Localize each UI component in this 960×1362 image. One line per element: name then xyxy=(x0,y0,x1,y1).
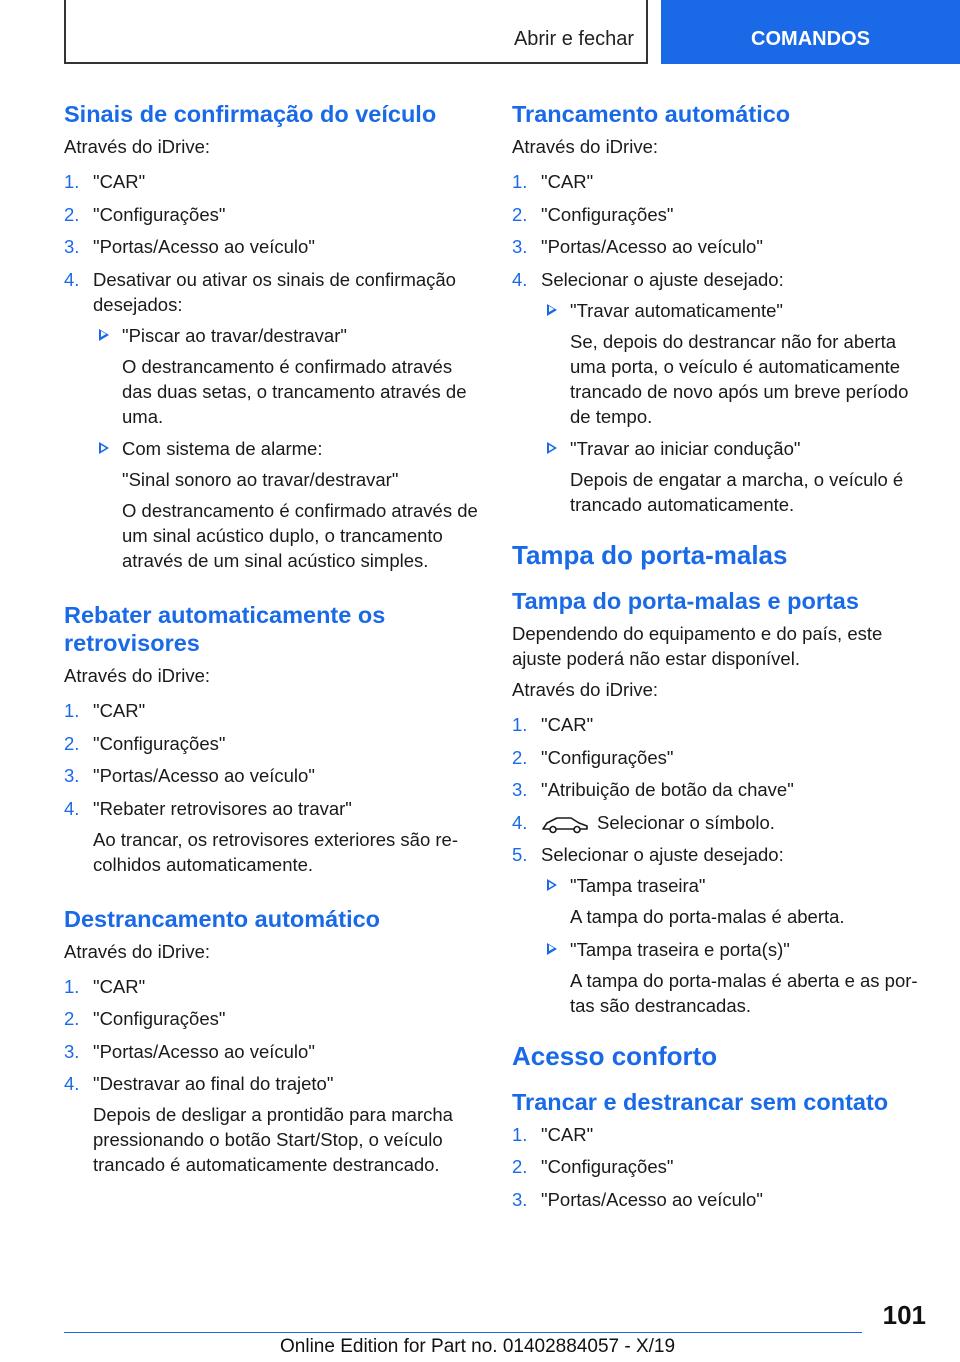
list-item: 3. "Portas/Acesso ao veículo" xyxy=(512,1188,763,1210)
list-item: 3. "Portas/Acesso ao veículo" xyxy=(512,236,763,257)
triangle-bullet-icon xyxy=(547,304,557,316)
triangle-bullet-icon xyxy=(547,943,557,955)
list-item: 3. "Portas/Acesso ao veículo" xyxy=(64,765,315,786)
intro-text: Dependendo do equipamento e do país, este ajuste poderá não estar disponível. xyxy=(512,623,883,669)
steps-list xyxy=(512,712,932,1018)
bullet-item: "Tampa traseira e porta(s)" A tampa do porta-malas é aberta e as por-tas são destrancadas. xyxy=(541,937,932,1018)
list-item: 4. "Rebater retrovisores ao travar" Ao trancar, os retrovisores exteriores são re-colhidos automaticamente. xyxy=(64,796,482,877)
list-item: 1. "CAR" xyxy=(512,1123,594,1145)
list-item: 4. "Destravar ao final do trajeto" Depois de desligar a prontidão para marcha pressionando o botão Start/Stop, o veículo trancado é automaticamente destrancado. xyxy=(64,1071,482,1177)
steps-list xyxy=(64,169,482,573)
intro-text: Através do iDrive: xyxy=(64,940,210,962)
list-item: 4. Desativar ou ativar os sinais de confirmação desejados: "Piscar ao travar/destravar" O destrancamento é confirmado através das duas setas, o trancamento através de uma. Com sistema de alarme: "Sinal sonoro ao travar/destravar" O destrancamento é confirmado através de um sinal acústico duplo, o trancamento através de um sinal acústico simples. xyxy=(64,267,482,574)
page-number: 101 xyxy=(882,1300,926,1330)
bullet-list xyxy=(541,873,932,1018)
list-item: 1. "CAR" xyxy=(512,171,594,192)
heading-auto-lock: Trancamento automático xyxy=(512,101,791,127)
bullet-list xyxy=(93,323,482,574)
heading-fold-mirrors: Rebater automaticamente os retrovisores xyxy=(64,602,386,656)
bullet-item: "Travar ao iniciar condução" Depois de engatar a marcha, o veículo é trancado automaticamente. xyxy=(541,436,932,517)
header-chapter-label: COMANDOS xyxy=(751,27,870,50)
header-chapter-tab xyxy=(661,0,960,64)
subheading-trunk-and-doors: Tampa do porta-malas e portas xyxy=(512,588,859,614)
triangle-bullet-icon xyxy=(547,442,557,454)
step-note: Ao trancar, os retrovisores exteriores são re-colhidos automaticamente. xyxy=(93,828,459,875)
list-item: 2. "Configurações" xyxy=(64,203,226,225)
footer-divider xyxy=(64,1332,862,1333)
edition-text: Online Edition for Part no. 01402884057 - X/19 xyxy=(280,1336,676,1357)
steps-list xyxy=(512,169,932,517)
intro-text: Através do iDrive: xyxy=(64,665,210,686)
list-item: 1. "CAR" xyxy=(512,714,594,735)
left-column xyxy=(64,100,482,1185)
list-item: 1. "CAR" xyxy=(64,700,146,721)
triangle-bullet-icon xyxy=(99,442,109,454)
subheading-contactless-lock: Trancar e destrancar sem contato xyxy=(512,1088,889,1115)
list-item: 2. "Configurações" xyxy=(64,1008,226,1029)
triangle-bullet-icon xyxy=(99,329,109,341)
list-item: 2. "Configurações" xyxy=(512,203,674,225)
right-column xyxy=(512,100,932,1219)
bullet-list xyxy=(541,298,932,518)
list-item: 3. "Atribuição de botão da chave" xyxy=(512,779,794,800)
list-item: 2. "Configurações" xyxy=(512,1156,674,1177)
list-item: 1. "CAR" xyxy=(64,975,146,997)
steps-list xyxy=(64,698,482,877)
heading-trunk-lid: Tampa do porta-malas xyxy=(512,540,788,570)
header-section-title: Abrir e fechar xyxy=(513,28,634,50)
list-item: 1. "CAR" xyxy=(64,171,146,192)
steps-list xyxy=(64,974,482,1178)
header-section-box xyxy=(64,0,648,64)
heading-auto-unlock: Destrancamento automático xyxy=(64,905,381,932)
bullet-item: "Tampa traseira" A tampa do porta-malas é aberta. xyxy=(541,873,932,929)
bullet-item: "Piscar ao travar/destravar" O destrancamento é confirmado através das duas setas, o trancamento através de uma. xyxy=(93,323,482,429)
list-item: 3. "Portas/Acesso ao veículo" xyxy=(64,1040,315,1062)
intro-text: Através do iDrive: xyxy=(512,679,658,700)
bullet-item: Com sistema de alarme: "Sinal sonoro ao travar/destravar" O destrancamento é confirmado através de um sinal acústico duplo, o trancamento através de um sinal acústico simples. xyxy=(93,436,482,573)
heading-comfort-access: Acesso conforto xyxy=(512,1040,718,1071)
list-item: 4. Selecionar o ajuste desejado: "Travar automaticamente" Se, depois do destrancar não for aberta uma porta, o veículo é automaticamente trancado de novo após um breve período de tempo. "Travar ao iniciar condução" Depois de engatar a marcha, o veículo é trancado automaticamente. xyxy=(512,267,932,518)
intro-text: Através do iDrive: xyxy=(64,136,210,157)
car-trunk-icon xyxy=(541,814,589,834)
list-item: 2. "Configurações" xyxy=(512,746,674,768)
step-note: Depois de desligar a prontidão para marcha pressionando o botão Start/Stop, o veículo trancado é automaticamente destrancado. xyxy=(93,1104,453,1175)
list-item: 4. Selecionar o símbolo. xyxy=(512,811,775,833)
intro-text: Através do iDrive: xyxy=(512,136,658,157)
triangle-bullet-icon xyxy=(547,879,557,891)
bullet-item: "Travar automaticamente" Se, depois do destrancar não for aberta uma porta, o veículo é automaticamente trancado de novo após um breve período de tempo. xyxy=(541,298,932,429)
list-item: 2. "Configurações" xyxy=(64,732,226,754)
list-item: 5. Selecionar o ajuste desejado: "Tampa traseira" A tampa do porta-malas é aberta. "Tampa traseira e porta(s)" A tampa do porta-malas é aberta e as por-tas são destrancadas. xyxy=(512,842,932,1018)
steps-list xyxy=(512,1122,932,1212)
heading-confirmation-signals: Sinais de confirmação do veículo xyxy=(64,101,437,127)
list-item: 3. "Portas/Acesso ao veículo" xyxy=(64,236,315,257)
